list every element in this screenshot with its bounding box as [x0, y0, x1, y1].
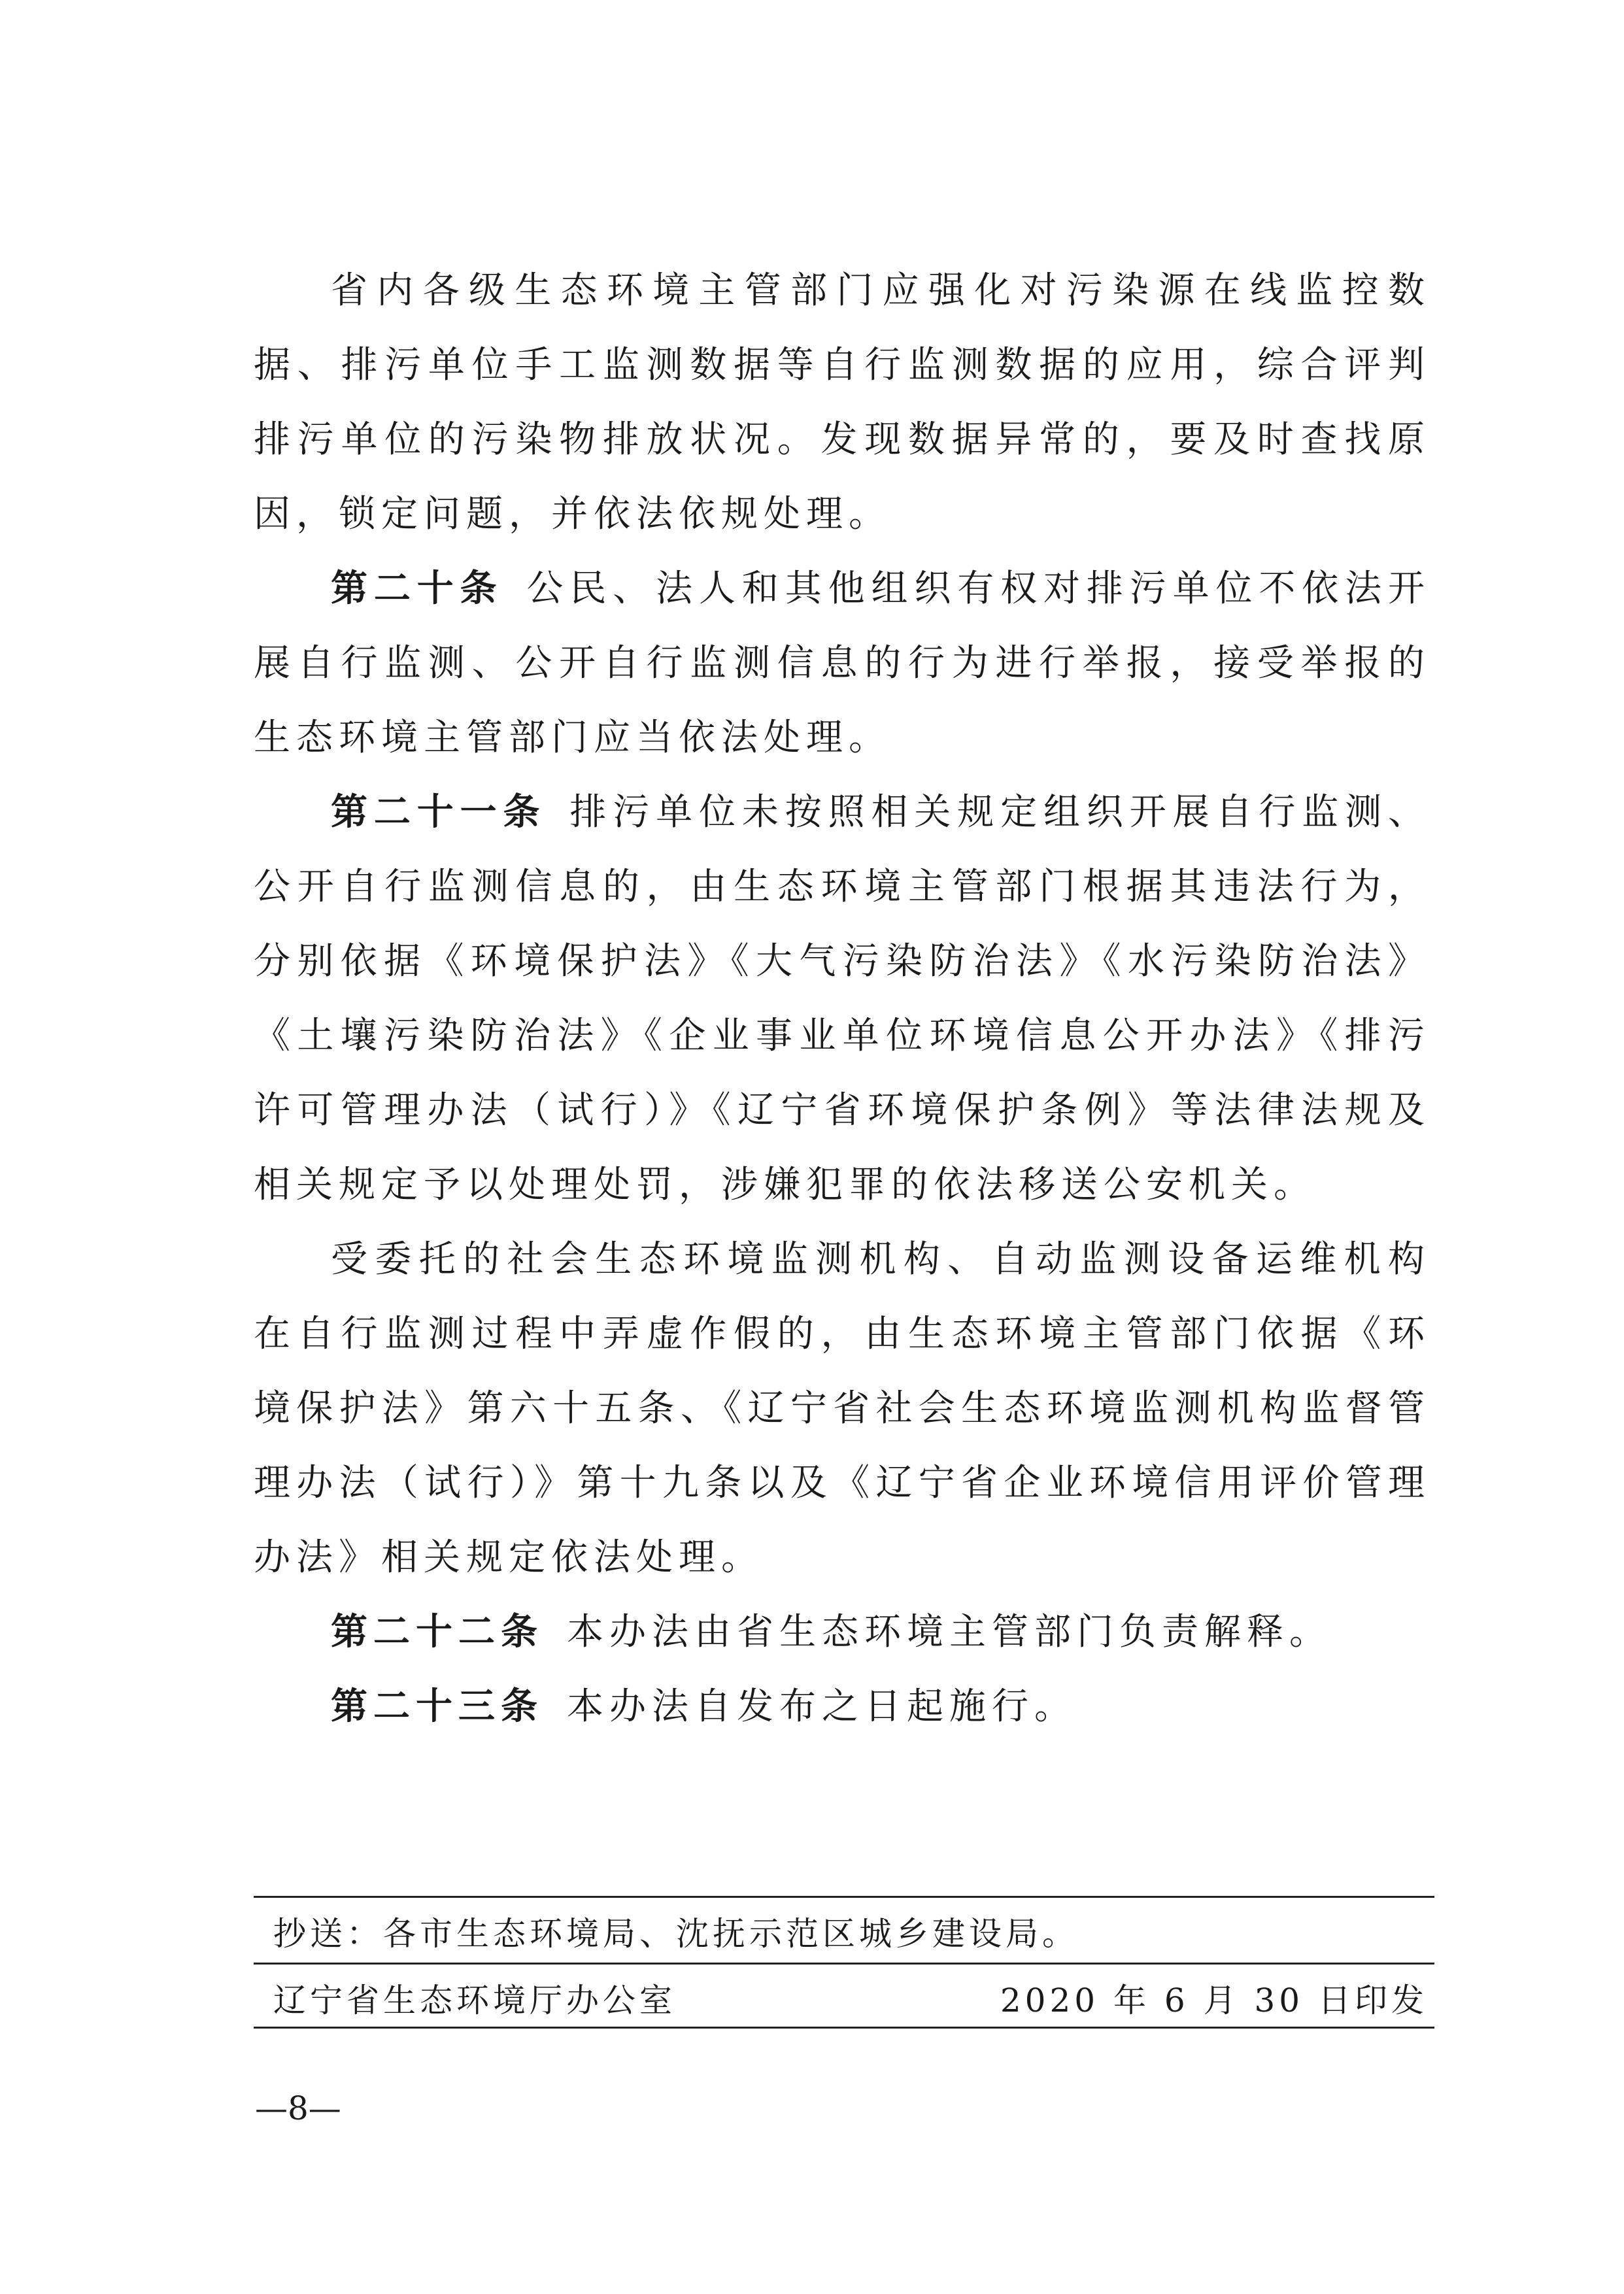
article-heading: 第二十二条	[331, 1611, 543, 1653]
article-22	[254, 1595, 1430, 1670]
article-21	[254, 775, 1430, 1223]
paragraph-text: 省内各级生态环境主管部门应强化对污染源在线监控数据、排污单位手工监测数据等自行监测数据的应用，综合评判排污单位的污染物排放状况。发现数据异常的，要及时查找原因，锁定问题，并依法依规处理。	[254, 269, 1430, 535]
issue-date: 2020 年 6 月 30 日印发	[1000, 1982, 1428, 2019]
cc-line: 抄送：各市生态环境局、沈抚示范区城乡建设局。	[273, 1915, 1079, 1953]
page-number: —8—	[255, 2089, 341, 2127]
paragraph-text: 公民、法人和其他组织有权对排污单位不依法开展自行监测、公开自行监测信息的行为进行举报，接受举报的生态环境主管部门应当依法处理。	[254, 567, 1430, 759]
footer-middle-rule	[254, 1963, 1434, 1965]
footer-top-rule	[254, 1896, 1434, 1898]
article-heading: 第二十三条	[331, 1685, 543, 1728]
paragraph-text: 受委托的社会生态环境监测机构、自动监测设备运维机构在自行监测过程中弄虚作假的，由生态环境主管部门依据《环境保护法》第六十五条、《辽宁省社会生态环境监测机构监督管理办法（试行）》第十九条以及《辽宁省企业环境信用评价管理办法》相关规定依法处理。	[254, 1238, 1430, 1579]
paragraph-text: 本办法由省生态环境主管部门负责解释。	[567, 1611, 1332, 1653]
paragraph-data-application	[254, 254, 1430, 552]
document-body	[254, 254, 1430, 1744]
paragraph-text: 本办法自发布之日起施行。	[567, 1685, 1077, 1728]
article-23	[254, 1670, 1430, 1744]
issuing-office: 辽宁省生态环境厅办公室	[273, 1982, 676, 2019]
footer-bottom-rule	[254, 2027, 1434, 2029]
paragraph-text: 排污单位未按照相关规定组织开展自行监测、公开自行监测信息的，由生态环境主管部门根据其违法行为，分别依据《环境保护法》《大气污染防治法》《水污染防治法》《土壤污染防治法》《企业事业单位环境信息公开办法》《排污许可管理办法（试行）》《辽宁省环境保护条例》等法律法规及相关规定予以处理处罚，涉嫌犯罪的依法移送公安机关。	[254, 791, 1430, 1206]
article-heading: 第二十条	[331, 567, 503, 610]
article-heading: 第二十一条	[331, 791, 547, 834]
article-20	[254, 552, 1430, 775]
paragraph-entrusted-agencies	[254, 1223, 1430, 1595]
